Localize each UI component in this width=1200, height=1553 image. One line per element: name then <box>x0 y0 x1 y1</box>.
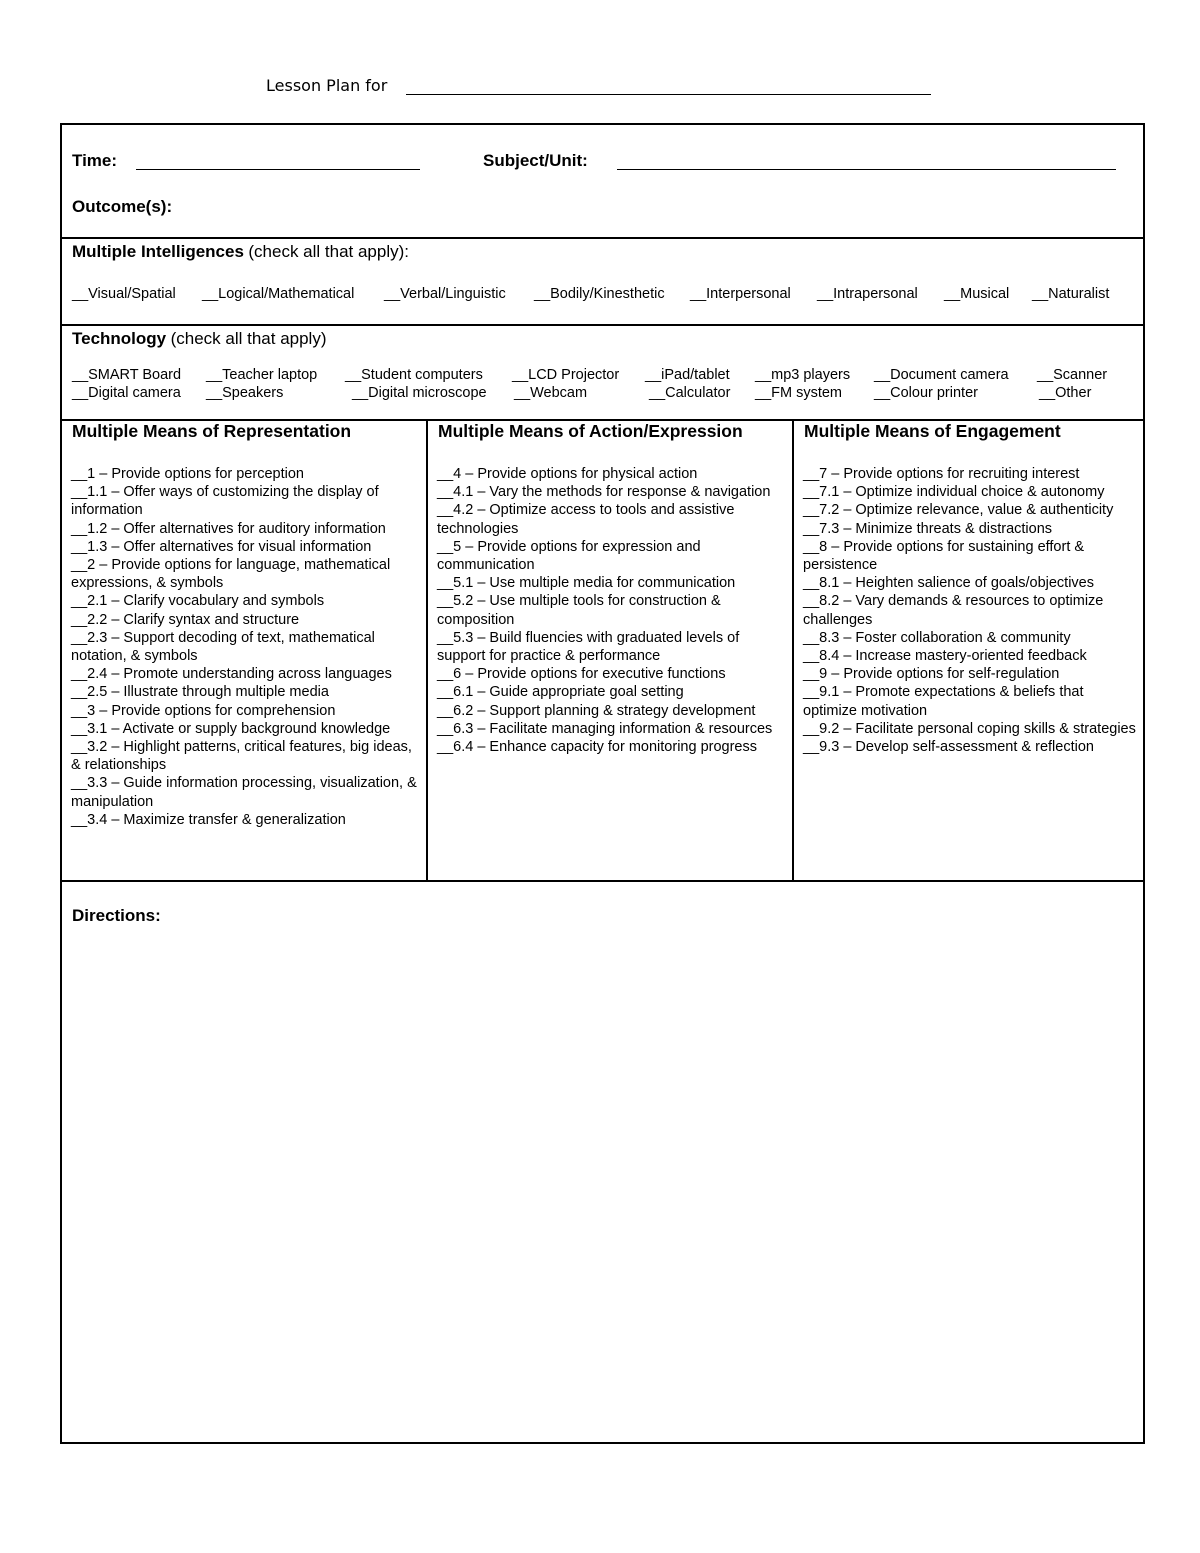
representation-checklist-item[interactable]: __3 – Provide options for comprehension <box>71 702 336 719</box>
technology-item[interactable]: __Other <box>1039 385 1092 401</box>
intelligences-note: (check all that apply): <box>248 242 410 261</box>
action-column <box>426 421 794 880</box>
action-checklist-item[interactable]: __4.1 – Vary the methods for response & navigation <box>437 484 771 501</box>
representation-checklist-item[interactable]: __1.1 – Offer ways of customizing the display of information <box>71 484 379 519</box>
header-section <box>62 125 1143 239</box>
intelligence-item[interactable]: __Musical <box>944 286 1010 302</box>
technology-item[interactable]: __FM system <box>755 385 843 401</box>
action-checklist-item[interactable]: __6.1 – Guide appropriate goal setting <box>437 684 684 701</box>
directions-section[interactable] <box>62 882 1143 1442</box>
engagement-column <box>794 421 1143 880</box>
intelligences-heading: Multiple Intelligences <box>72 242 244 261</box>
lesson-plan-name-line[interactable] <box>406 94 931 95</box>
engagement-checklist-item[interactable]: __9.3 – Develop self-assessment & reflection <box>803 739 1094 756</box>
time-label: Time: <box>72 151 118 170</box>
engagement-checklist-item[interactable]: __7.1 – Optimize individual choice & autonomy <box>803 484 1105 501</box>
intelligence-item[interactable]: __Bodily/Kinesthetic <box>534 286 665 302</box>
technology-item[interactable]: __Digital camera <box>72 385 181 401</box>
action-checklist-item[interactable]: __6 – Provide options for executive functions <box>437 666 726 683</box>
lesson-plan-form <box>60 123 1145 1444</box>
engagement-list <box>803 465 1137 756</box>
engagement-checklist-item[interactable]: __7.2 – Optimize relevance, value & authenticity <box>803 502 1114 519</box>
engagement-checklist-item[interactable]: __8.2 – Vary demands & resources to optimize challenges <box>803 593 1104 628</box>
technology-item[interactable]: __Digital microscope <box>352 385 487 401</box>
representation-checklist-item[interactable]: __2.1 – Clarify vocabulary and symbols <box>71 593 325 610</box>
engagement-checklist-item[interactable]: __8.4 – Increase mastery-oriented feedback <box>803 648 1087 665</box>
representation-checklist-item[interactable]: __3.1 – Activate or supply background knowledge <box>71 720 391 737</box>
representation-checklist-item[interactable]: __2.2 – Clarify syntax and structure <box>71 611 300 628</box>
representation-checklist-item[interactable]: __2.4 – Promote understanding across languages <box>71 666 392 683</box>
lesson-plan-title <box>266 74 936 100</box>
subject-label: Subject/Unit: <box>483 151 588 170</box>
representation-checklist-item[interactable]: __2.3 – Support decoding of text, mathematical notation, & symbols <box>71 629 375 665</box>
technology-heading: Technology <box>72 329 167 348</box>
technology-item[interactable]: __LCD Projector <box>512 367 620 383</box>
action-checklist-item[interactable]: __6.3 – Facilitate managing information & resources <box>437 720 773 737</box>
intelligence-item[interactable]: __Intrapersonal <box>817 286 918 302</box>
action-checklist-item[interactable]: __4.2 – Optimize access to tools and assistive technologies <box>437 502 735 537</box>
intelligence-item[interactable]: __Interpersonal <box>690 286 791 302</box>
engagement-checklist-item[interactable]: __8 – Provide options for sustaining effort & persistence <box>803 538 1085 574</box>
representation-checklist-item[interactable]: __3.2 – Highlight patterns, critical features, big ideas, & relationships <box>71 739 412 774</box>
title-label: Lesson Plan for <box>266 76 388 95</box>
technology-item[interactable]: __Webcam <box>514 385 588 401</box>
technology-item[interactable]: __Scanner <box>1037 367 1108 383</box>
outcomes-label: Outcome(s): <box>72 197 173 216</box>
technology-item[interactable]: __Speakers <box>206 385 284 401</box>
intelligences-section <box>62 239 1143 326</box>
time-field[interactable] <box>136 169 420 170</box>
representation-checklist-item[interactable]: __3.4 – Maximize transfer & generalization <box>71 811 346 828</box>
representation-checklist-item[interactable]: __2 – Provide options for language, mathematical expressions, & symbols <box>71 557 391 592</box>
engagement-checklist-item[interactable]: __9.1 – Promote expectations & beliefs that optimize motivation <box>803 684 1084 719</box>
technology-item[interactable]: __SMART Board <box>72 367 182 383</box>
representation-checklist-item[interactable]: __2.5 – Illustrate through multiple media <box>71 684 329 701</box>
technology-item[interactable]: __Calculator <box>649 385 731 401</box>
technology-section <box>62 326 1143 421</box>
representation-list <box>71 465 420 829</box>
engagement-checklist-item[interactable]: __7 – Provide options for recruiting interest <box>803 466 1080 482</box>
action-list <box>437 465 786 756</box>
representation-heading: Multiple Means of Representation <box>72 421 352 441</box>
action-checklist-item[interactable]: __6.2 – Support planning & strategy development <box>437 702 756 719</box>
intelligence-item[interactable]: __Verbal/Linguistic <box>384 286 506 302</box>
representation-checklist-item[interactable]: __1.3 – Offer alternatives for visual information <box>71 538 372 555</box>
engagement-checklist-item[interactable]: __8.1 – Heighten salience of goals/objectives <box>803 575 1094 592</box>
technology-item[interactable]: __Colour printer <box>874 385 978 401</box>
representation-column <box>62 421 426 880</box>
engagement-checklist-item[interactable]: __8.3 – Foster collaboration & community <box>803 629 1071 646</box>
udl-section <box>62 421 1143 882</box>
technology-item[interactable]: __Student computers <box>345 367 483 383</box>
subject-field[interactable] <box>617 169 1116 170</box>
intelligence-item[interactable]: __Naturalist <box>1032 286 1110 302</box>
action-checklist-item[interactable]: __5.3 – Build fluencies with graduated levels of support for practice & performance <box>437 629 740 665</box>
action-checklist-item[interactable]: __5 – Provide options for expression and communication <box>437 538 701 574</box>
representation-checklist-item[interactable]: __1 – Provide options for perception <box>71 466 304 482</box>
representation-checklist-item[interactable]: __1.2 – Offer alternatives for auditory information <box>71 520 386 537</box>
action-checklist-item[interactable]: __5.2 – Use multiple tools for construction & composition <box>437 593 721 628</box>
action-checklist-item[interactable]: __6.4 – Enhance capacity for monitoring progress <box>437 739 757 756</box>
intelligence-item[interactable]: __Logical/Mathematical <box>202 286 355 302</box>
technology-item[interactable]: __mp3 players <box>755 367 851 383</box>
technology-item[interactable]: __Document camera <box>874 367 1009 383</box>
intelligence-item[interactable]: __Visual/Spatial <box>72 286 176 302</box>
action-checklist-item[interactable]: __4 – Provide options for physical action <box>437 466 698 482</box>
action-checklist-item[interactable]: __5.1 – Use multiple media for communication <box>437 575 736 592</box>
directions-label: Directions: <box>72 906 161 925</box>
technology-item[interactable]: __Teacher laptop <box>206 367 318 383</box>
engagement-heading: Multiple Means of Engagement <box>804 421 1061 441</box>
engagement-checklist-item[interactable]: __7.3 – Minimize threats & distractions <box>803 520 1053 537</box>
technology-note: (check all that apply) <box>170 329 327 348</box>
technology-item[interactable]: __iPad/tablet <box>645 367 730 383</box>
engagement-checklist-item[interactable]: __9.2 – Facilitate personal coping skills & strategies <box>803 720 1136 737</box>
engagement-checklist-item[interactable]: __9 – Provide options for self-regulation <box>803 666 1060 683</box>
representation-checklist-item[interactable]: __3.3 – Guide information processing, visualization, & manipulation <box>71 775 417 810</box>
action-heading: Multiple Means of Action/Expression <box>438 421 743 441</box>
